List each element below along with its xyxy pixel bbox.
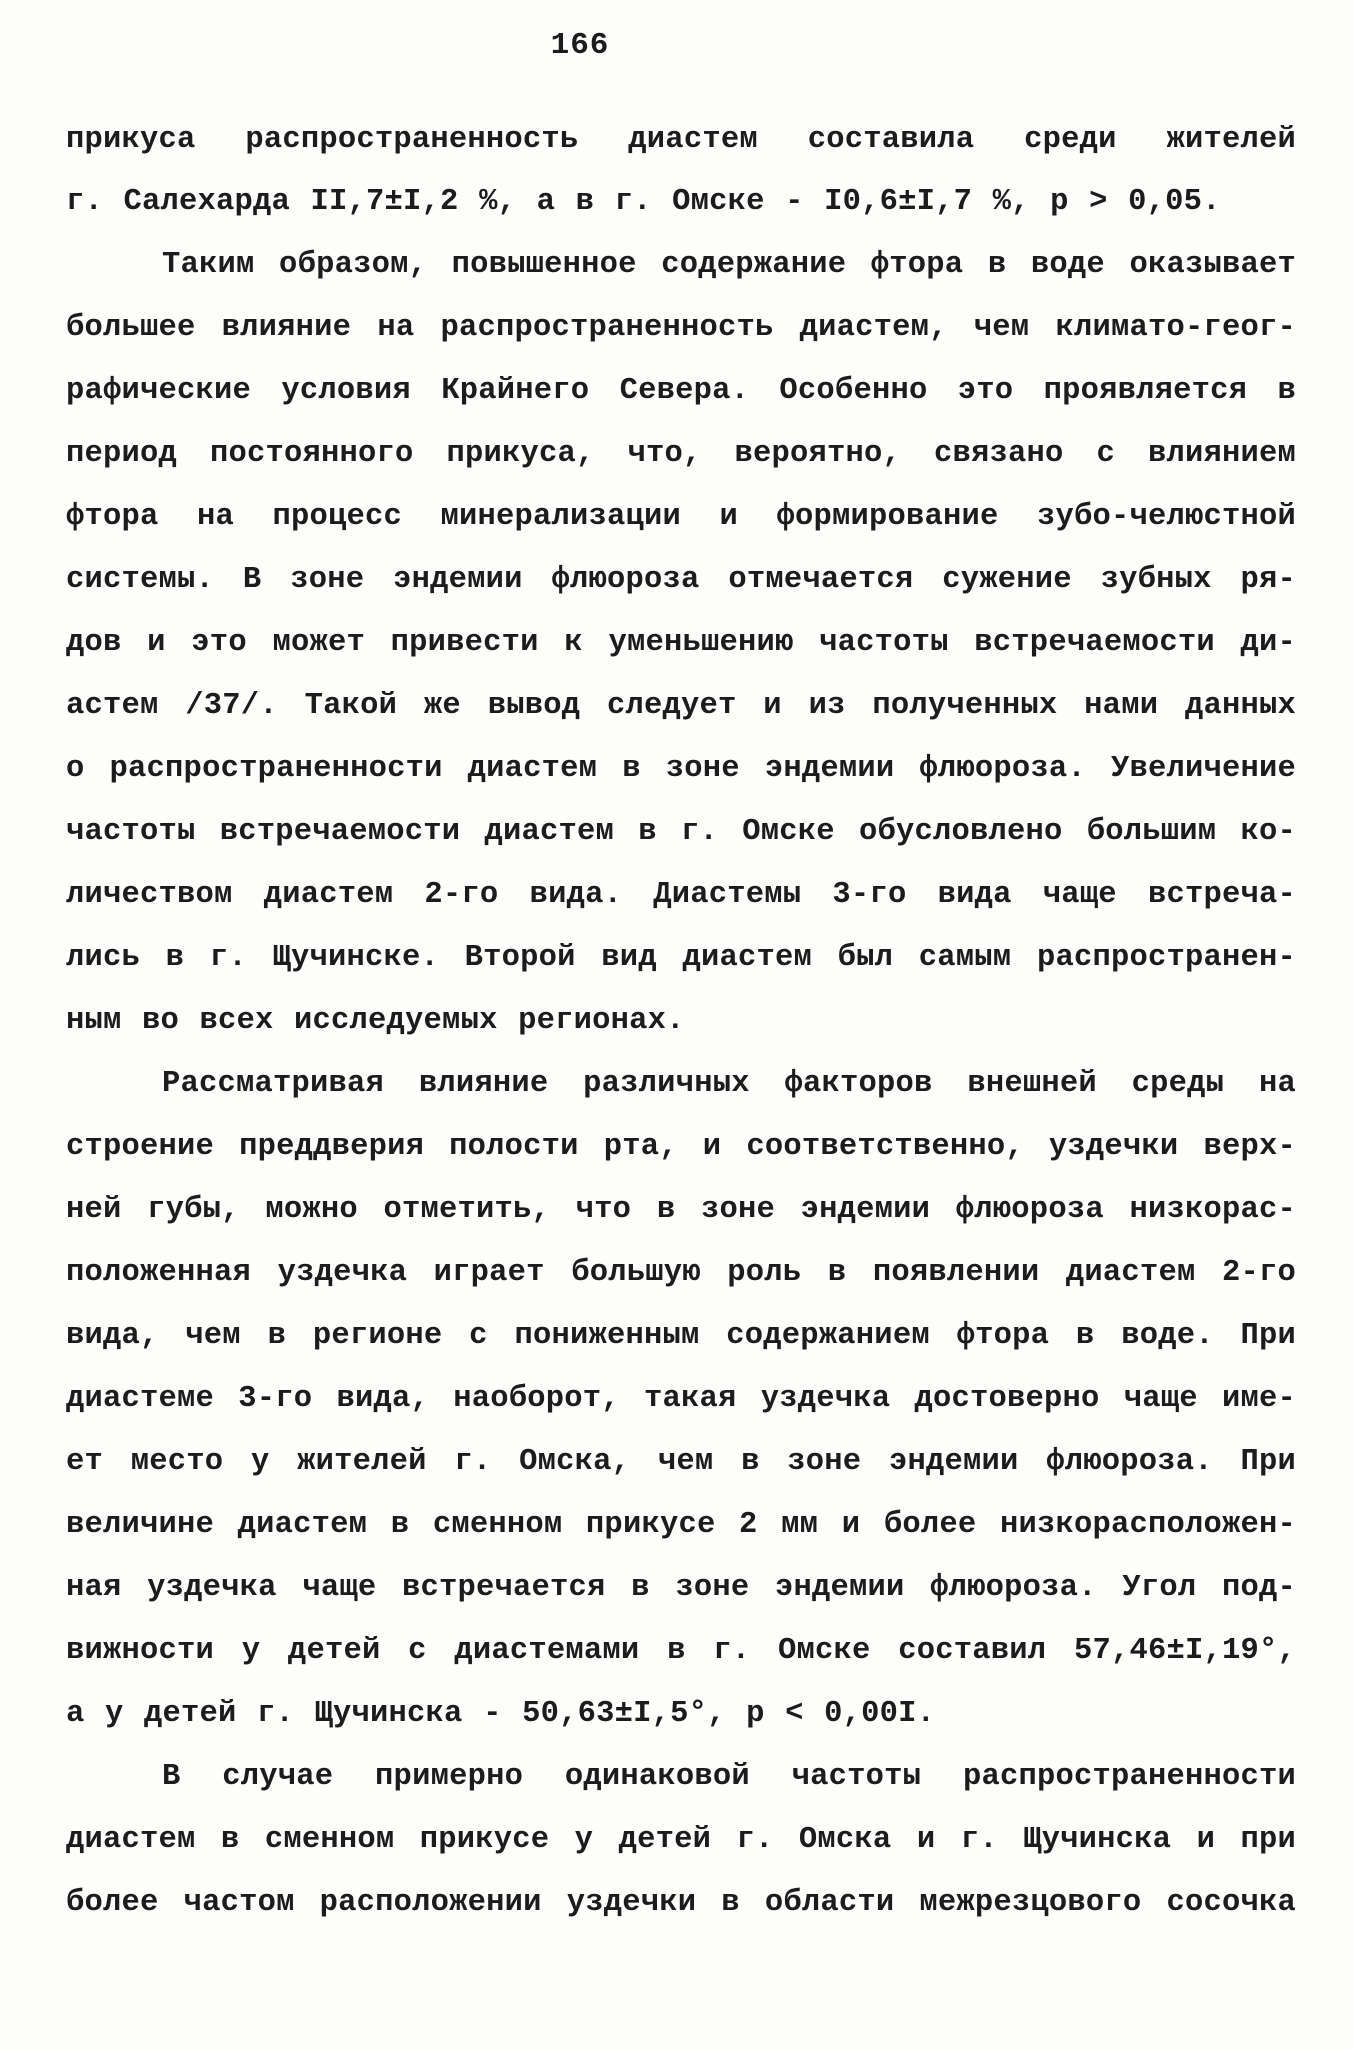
text-line: вижности у детей с диастемами в г. Омске составил 57,46±I,19°, (66, 1634, 1296, 1668)
text-line: личеством диастем 2-го вида. Диастемы 3-го вида чаще встреча- (66, 878, 1296, 912)
text-line: о распространенности диастем в зоне эндемии флюороза. Увеличение (66, 752, 1296, 786)
paragraph-first-line: Таким образом, повышенное содержание фтора в воде оказывает (162, 248, 1296, 282)
text-line: а у детей г. Щучинска - 50,63±I,5°, р < 0,00I. (66, 1697, 936, 1731)
text-line: рафические условия Крайнего Севера. Особенно это проявляется в (66, 374, 1296, 408)
page-number: 166 (550, 28, 610, 63)
text-line: ней губы, можно отметить, что в зоне эндемии флюороза низкорас- (66, 1193, 1296, 1227)
text-line: лись в г. Щучинске. Второй вид диастем был самым распространен- (66, 941, 1296, 975)
text-line: дов и это может привести к уменьшению частоты встречаемости ди- (66, 626, 1296, 660)
text-line: системы. В зоне эндемии флюороза отмечается сужение зубных ря- (66, 563, 1296, 597)
text-line: г. Салехарда II,7±I,2 %, а в г. Омске - I0,6±I,7 %, р > 0,05. (66, 185, 1221, 219)
text-line: строение преддверия полости рта, и соответственно, уздечки верх- (66, 1130, 1296, 1164)
text-line: фтора на процесс минерализации и формирование зубо-челюстной (66, 500, 1296, 534)
text-line: положенная уздечка играет большую роль в появлении диастем 2-го (66, 1256, 1296, 1290)
text-line: диастеме 3-го вида, наоборот, такая уздечка достоверно чаще име- (66, 1382, 1296, 1416)
text-line: ет место у жителей г. Омска, чем в зоне эндемии флюороза. При (66, 1445, 1296, 1479)
paragraph-first-line: Рассматривая влияние различных факторов внешней среды на (162, 1067, 1296, 1101)
text-line: ная уздечка чаще встречается в зоне эндемии флюороза. Угол под- (66, 1571, 1296, 1605)
text-line: вида, чем в регионе с пониженным содержанием фтора в воде. При (66, 1319, 1296, 1353)
text-line: более частом расположении уздечки в области межрезцового сосочка (66, 1886, 1296, 1920)
text-line: частоты встречаемости диастем в г. Омске обусловлено большим ко- (66, 815, 1296, 849)
paragraph-first-line: В случае примерно одинаковой частоты распространенности (162, 1760, 1296, 1794)
text-line: величине диастем в сменном прикусе 2 мм и более низкорасположен- (66, 1508, 1296, 1542)
text-line: ным во всех исследуемых регионах. (66, 1004, 685, 1038)
text-line: астем /37/. Такой же вывод следует и из полученных нами данных (66, 689, 1296, 723)
text-line: период постоянного прикуса, что, вероятно, связано с влиянием (66, 437, 1296, 471)
text-line: диастем в сменном прикусе у детей г. Омска и г. Щучинска и при (66, 1823, 1296, 1857)
text-line: прикуса распространенность диастем составила среди жителей (66, 123, 1296, 157)
text-line: большее влияние на распространенность диастем, чем климато-геог- (66, 311, 1296, 345)
